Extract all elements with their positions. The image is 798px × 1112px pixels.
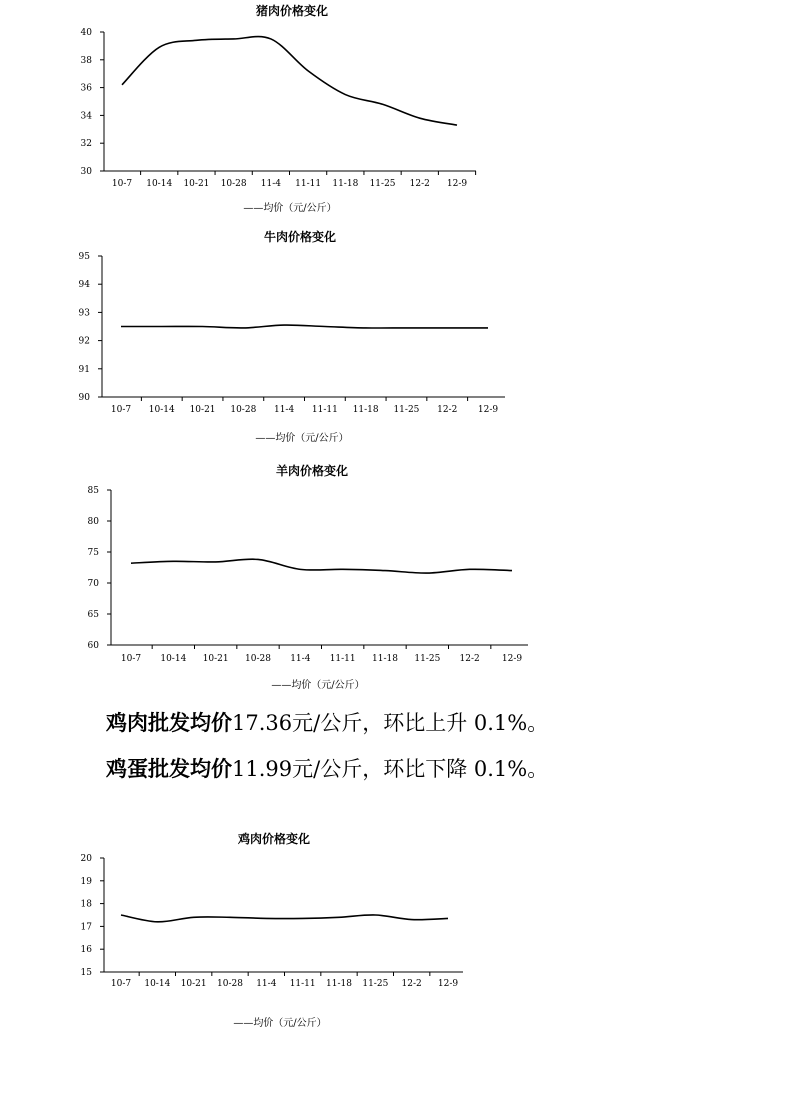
chicken-price-chart: [0, 825, 798, 1040]
x-tick-label: 12-9: [477, 405, 499, 415]
y-tick-label: 85: [87, 486, 99, 496]
chart-svg: [0, 225, 798, 455]
y-tick-label: 38: [80, 55, 92, 66]
x-tick-label: 11-25: [362, 979, 389, 989]
x-tick-label: 11-11: [311, 405, 338, 415]
x-tick-label: 10-28: [217, 979, 243, 989]
x-tick-label: 12-2: [437, 405, 458, 415]
chart-svg: [0, 455, 798, 700]
series-line: [121, 915, 448, 922]
y-tick-label: 15: [80, 968, 92, 978]
x-tick-label: 12-9: [446, 179, 468, 189]
y-tick-label: 60: [87, 641, 99, 651]
x-tick-label: 10-14: [144, 979, 171, 989]
x-tick-label: 10-14: [160, 654, 187, 664]
x-tick-label: 11-18: [372, 654, 398, 664]
chart-title: 鸡肉价格变化: [237, 832, 311, 846]
y-tick-label: 30: [80, 167, 92, 177]
y-tick-label: 20: [80, 854, 92, 864]
x-tick-label: 10-7: [120, 654, 142, 664]
y-tick-label: 65: [87, 610, 99, 620]
chart-title: 羊肉价格变化: [275, 464, 349, 478]
x-tick-label: 11-25: [393, 405, 420, 415]
chart-svg: [0, 825, 798, 1040]
y-tick-label: 32: [80, 139, 92, 150]
x-tick-label: 11-25: [414, 654, 441, 664]
x-tick-label: 11-18: [332, 179, 359, 189]
x-tick-label: 10-7: [110, 979, 132, 989]
y-tick-label: 92: [78, 336, 90, 347]
x-tick-label: 11-25: [369, 179, 396, 189]
series-line: [122, 37, 457, 126]
x-tick-label: 10-21: [180, 979, 207, 989]
y-tick-label: 17: [80, 922, 92, 933]
x-tick-label: 10-7: [110, 405, 132, 415]
x-tick-label: 11-4: [256, 979, 277, 989]
x-tick-label: 11-4: [260, 179, 282, 189]
y-tick-label: 93: [78, 308, 90, 319]
x-tick-label: 12-2: [401, 979, 422, 989]
x-tick-label: 11-4: [290, 654, 311, 664]
x-tick-label: 11-18: [352, 405, 379, 415]
legend-entry: ——均价（元/公斤）: [233, 1018, 327, 1029]
x-tick-label: 11-11: [329, 654, 356, 664]
y-tick-label: 94: [78, 280, 90, 291]
x-tick-label: 10-21: [202, 654, 229, 664]
x-tick-label: 12-2: [409, 179, 430, 189]
series-line: [131, 559, 512, 573]
x-tick-label: 12-2: [459, 654, 480, 664]
y-tick-label: 90: [78, 393, 90, 403]
chicken-price-paragraph: [106, 708, 548, 738]
x-tick-label: 11-18: [326, 979, 352, 989]
x-tick-label: 11-11: [295, 179, 322, 189]
egg-price-lead: 鸡蛋批发均价: [106, 756, 232, 781]
chicken-price-text: 17.36元/公斤，环比上升 0.1%。: [232, 711, 549, 735]
beef-price-chart: [0, 225, 798, 455]
y-tick-label: 75: [87, 548, 99, 558]
y-tick-label: 40: [80, 28, 92, 38]
x-tick-label: 10-28: [230, 405, 257, 415]
y-tick-label: 95: [78, 252, 90, 262]
egg-price-text: 11.99元/公斤，环比下降 0.1%。: [232, 757, 549, 781]
y-tick-label: 34: [80, 111, 92, 122]
x-tick-label: 10-7: [111, 179, 133, 189]
chart-title: 猪肉价格变化: [255, 4, 329, 18]
y-tick-label: 16: [80, 945, 92, 956]
x-tick-label: 10-28: [245, 654, 271, 664]
y-tick-label: 91: [78, 364, 90, 375]
pork-price-chart: [0, 0, 798, 225]
x-tick-label: 10-14: [148, 405, 175, 415]
chart-title: 牛肉价格变化: [263, 230, 337, 244]
egg-price-paragraph: [106, 754, 548, 784]
legend-entry: ——均价（元/公斤）: [243, 203, 337, 214]
x-tick-label: 10-28: [220, 179, 247, 189]
x-tick-label: 11-11: [289, 979, 316, 989]
x-tick-label: 12-9: [437, 979, 459, 989]
y-tick-label: 18: [80, 899, 92, 910]
x-tick-label: 10-21: [183, 179, 210, 189]
series-line: [121, 325, 488, 328]
x-tick-label: 11-4: [273, 405, 295, 415]
y-tick-label: 80: [87, 517, 99, 527]
chicken-price-lead: 鸡肉批发均价: [106, 710, 232, 735]
chart-svg: [0, 0, 798, 225]
x-tick-label: 10-21: [189, 405, 216, 415]
y-tick-label: 19: [80, 876, 92, 887]
mutton-price-chart: [0, 455, 798, 700]
legend-entry: ——均价（元/公斤）: [255, 433, 349, 444]
y-tick-label: 36: [80, 83, 92, 94]
legend-entry: ——均价（元/公斤）: [271, 680, 365, 691]
y-tick-label: 70: [87, 579, 99, 589]
x-tick-label: 10-14: [146, 179, 173, 189]
x-tick-label: 12-9: [501, 654, 523, 664]
